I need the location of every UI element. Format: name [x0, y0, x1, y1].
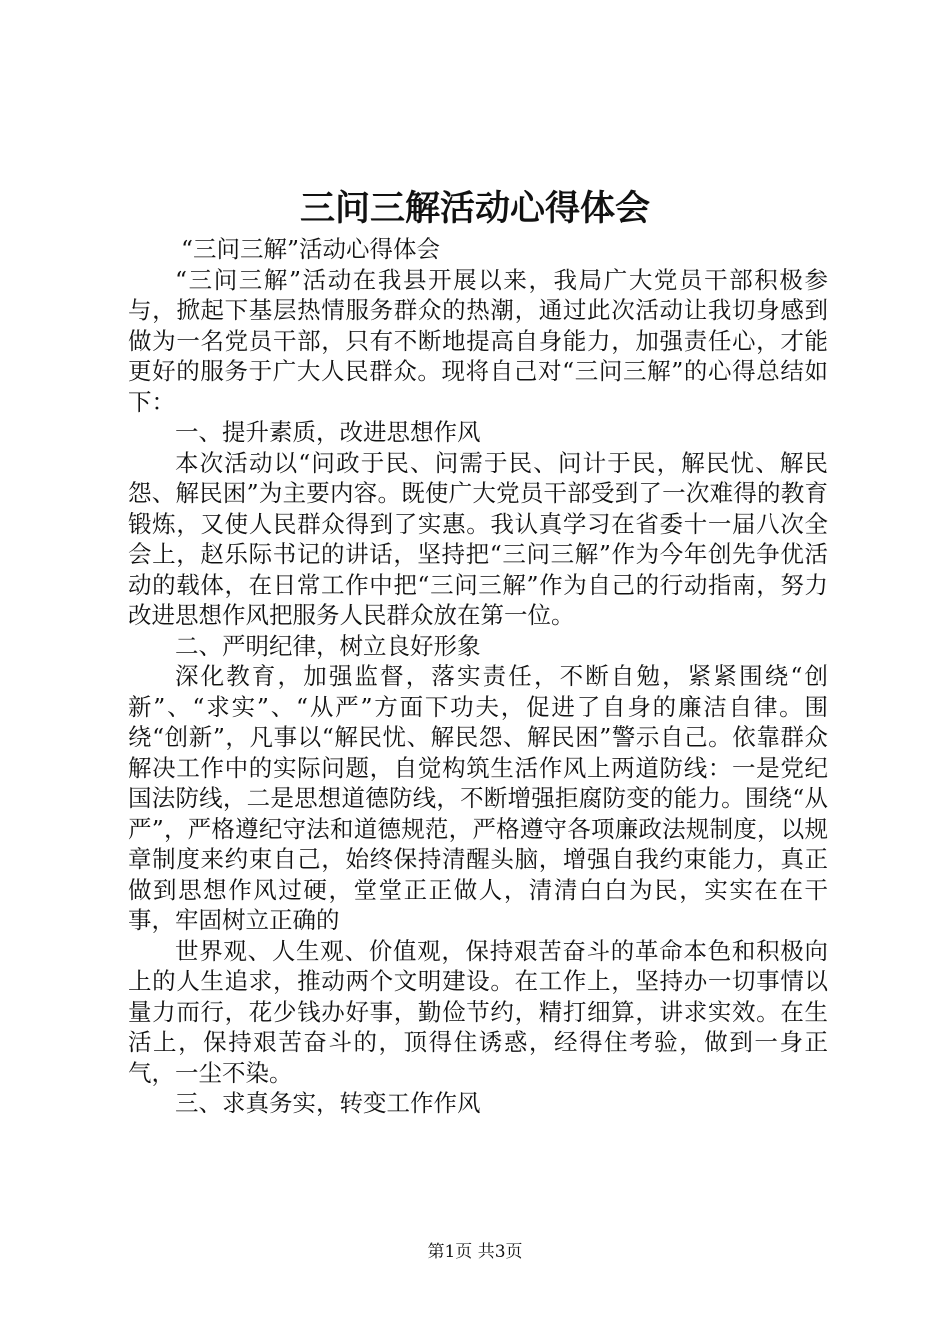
section-2-continuation-paragraph: 世界观、人生观、价值观，保持艰苦奋斗的革命本色和积极向上的人生追求，推动两个文明建设。在工作上，坚持办一切事情以量力而行，花少钱办好事，勤俭节约，精打细算，讲求实效。在生活上，保持艰苦奋斗的，顶得住诱惑，经得住考验，做到一身正气，一尘不染。	[128, 936, 828, 1087]
section-heading-3: 三、求真务实，转变工作作风	[175, 1089, 481, 1117]
section-heading-2: 二、严明纪律，树立良好形象	[175, 631, 481, 660]
document-title: 三问三解活动心得体会	[299, 188, 650, 229]
section-1-paragraph: 本次活动以“问政于民、问需于民、问计于民，解民忧、解民怨、解民困”为主要内容。既使广大党员干部受到了一次难得的教育锻炼，又使人民群众得到了实惠。我认真学习在省委十一届八次全会上，赵乐际书记的讲话，坚持把“三问三解”作为今年创先争优活动的载体，在日常工作中把“三问三解”作为自己的行动指南，努力改进思想作风把服务人民群众放在第一位。	[128, 448, 828, 629]
intro-paragraph: “三问三解”活动在我县开展以来，我局广大党员干部积极参与，掀起下基层热情服务群众的热潮，通过此次活动让我切身感到做为一名党员干部，只有不断地提高自身能力，加强责任心，才能更好的服务于广大人民群众。现将自己对“三问三解”的心得总结如下：	[128, 265, 828, 416]
section-2-paragraph: 深化教育，加强监督，落实责任，不断自勉，紧紧围绕“创新”、“求实”、“从严”方面下功夫，促进了自身的廉洁自律。围绕“创新”，凡事以“解民忧、解民怨、解民困”警示自己。依靠群众解决工作中的实际问题，自觉构筑生活作风上两道防线：一是党纪国法防线，二是思想道德防线，不断增强拒腐防变的能力。围绕“从严”，严格遵纪守法和道德规范，严格遵守各项廉政法规制度，以规章制度来约束自己，始终保持清醒头脑，增强自我约束能力，真正做到思想作风过硬，堂堂正正做人，清清白白为民，实实在在干事，牢固树立正确的	[128, 662, 828, 934]
document-body	[128, 234, 828, 1119]
subtitle-paragraph: “三问三解”活动心得体会	[181, 235, 441, 263]
section-heading-1: 一、提升素质，改进思想作风	[175, 418, 481, 446]
page-footer: 第1页 共3页	[427, 1242, 523, 1262]
